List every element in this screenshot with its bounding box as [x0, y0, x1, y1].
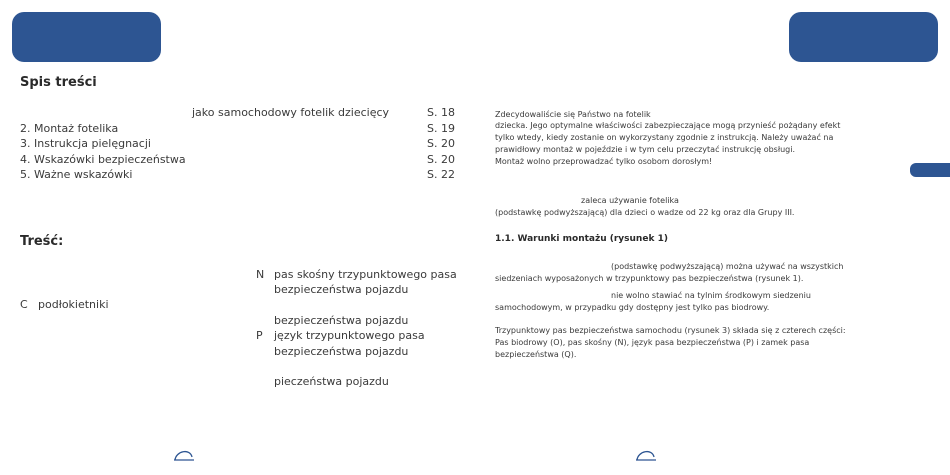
- header-tab-left: [12, 12, 161, 62]
- intro-line: prawidłowy montaż w pojeździe i w tym celu przeczytać instrukcję obsługi.: [495, 145, 796, 154]
- arc-logo-icon: [172, 448, 196, 462]
- toc-heading: Spis treści: [20, 75, 97, 90]
- intro-line: Zdecydowaliście się Państwo na fotelik: [495, 110, 651, 119]
- content-heading: Treść:: [20, 234, 64, 249]
- condition-line: (podstawkę podwyższającą) można używać na wszystkich: [611, 262, 844, 271]
- part-letter: N: [256, 268, 265, 281]
- toc-item-label: 3. Instrukcja pielęgnacji: [20, 137, 151, 150]
- intro-line: tylko wtedy, kiedy zostanie on wykorzystany zgodnie z instrukcją. Należy uważać na: [495, 133, 834, 142]
- header-tab-right: [789, 12, 938, 62]
- recommend-line: (podstawkę podwyższającą) dla dzieci o wadze od 22 kg oraz dla Grupy III.: [495, 208, 795, 217]
- part-label: bezpieczeństwa pojazdu: [274, 345, 409, 358]
- intro-line: Montaż wolno przeprowadzać tylko osobom dorosłym!: [495, 157, 713, 166]
- condition-line: siedzeniach wyposażonych w trzypunktowy pas bezpieczeństwa (rysunek 1).: [495, 274, 804, 283]
- side-tab-marker: [910, 163, 950, 177]
- toc-item-page: S. 20: [427, 153, 455, 166]
- condition-line: samochodowym, w przypadku gdy dostępny jest tylko pas biodrowy.: [495, 303, 770, 312]
- part-label: pieczeństwa pojazdu: [274, 375, 389, 388]
- toc-item-label: 4. Wskazówki bezpieczeństwa: [20, 153, 186, 166]
- belt-line: Trzypunktowy pas bezpieczeństwa samochodu (rysunek 3) składa się z czterech części:: [495, 326, 846, 335]
- arc-logo-icon: [634, 448, 658, 462]
- part-letter: P: [256, 329, 263, 342]
- belt-line: bezpieczeństwa (Q).: [495, 350, 577, 359]
- section-heading: 1.1. Warunki montażu (rysunek 1): [495, 234, 668, 244]
- toc-item-label: jako samochodowy fotelik dziecięcy: [192, 106, 390, 119]
- toc-item-label: 2. Montaż fotelika: [20, 122, 119, 135]
- part-letter: C: [20, 298, 28, 311]
- toc-item-page: S. 19: [427, 122, 455, 135]
- part-label: język trzypunktowego pasa: [274, 329, 425, 342]
- toc-item-page: S. 20: [427, 137, 455, 150]
- toc-item-page: S. 22: [427, 168, 455, 181]
- part-label: bezpieczeństwa pojazdu: [274, 314, 409, 327]
- part-label: pas skośny trzypunktowego pasa: [274, 268, 457, 281]
- intro-line: dziecka. Jego optymalne właściwości zabezpieczające mogą przynieść pożądany efekt: [495, 121, 841, 130]
- condition-line: nie wolno stawiać na tylnim środkowym siedzeniu: [611, 291, 811, 300]
- recommend-line: zaleca używanie fotelika: [581, 196, 679, 205]
- part-label: podłokietniki: [38, 298, 109, 311]
- part-label: bezpieczeństwa pojazdu: [274, 283, 409, 296]
- belt-line: Pas biodrowy (O), pas skośny (N), język pasa bezpieczeństwa (P) i zamek pasa: [495, 338, 810, 347]
- toc-item-label: 5. Ważne wskazówki: [20, 168, 133, 181]
- toc-item-page: S. 18: [427, 106, 455, 119]
